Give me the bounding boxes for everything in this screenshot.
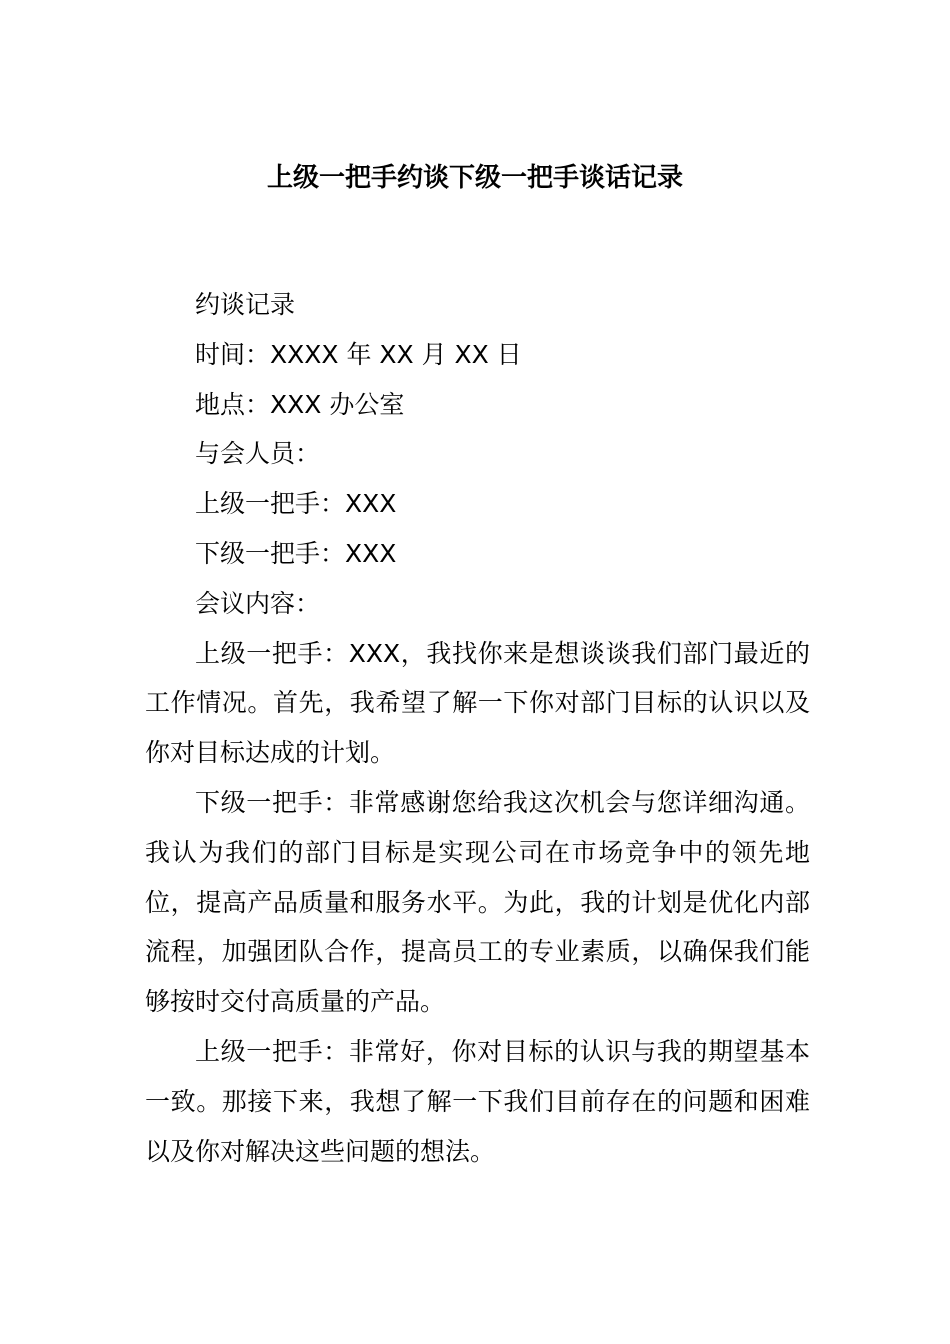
meeting-location: 地点：XXX 办公室 [195,389,405,419]
document-title: 上级一把手约谈下级一把手谈话记录 [266,163,683,193]
dialogue-paragraph: 上级一把手：XXX，我找你来是想谈谈我们部门最近的工作情况。首先，我希望了解一下你对部门目标的认识以及你对目标达成的计划。 [145,638,810,768]
document-body [145,280,810,1176]
attendees-label: 与会人员： [195,439,321,469]
dialogue-paragraph: 下级一把手：非常感谢您给我这次机会与您详细沟通。我认为我们的部门目标是实现公司在市场竞争中的领先地位，提高产品质量和服务水平。为此，我的计划是优化内部流程，加强团队合作，提高员工的专业素质，以确保我们能够按时交付高质量的产品。 [145,787,810,1017]
attendee-superior: 上级一把手：XXX [195,489,397,519]
attendee-subordinate: 下级一把手：XXX [195,538,397,568]
meeting-content-label: 会议内容： [195,588,321,618]
dialogue-paragraph: 上级一把手：非常好，你对目标的认识与我的期望基本一致。那接下来，我想了解一下我们目前存在的问题和困难以及你对解决这些问题的想法。 [145,1036,810,1166]
meeting-time: 时间：XXXX 年 XX 月 XX 日 [195,339,522,369]
record-heading: 约谈记录 [195,290,296,319]
